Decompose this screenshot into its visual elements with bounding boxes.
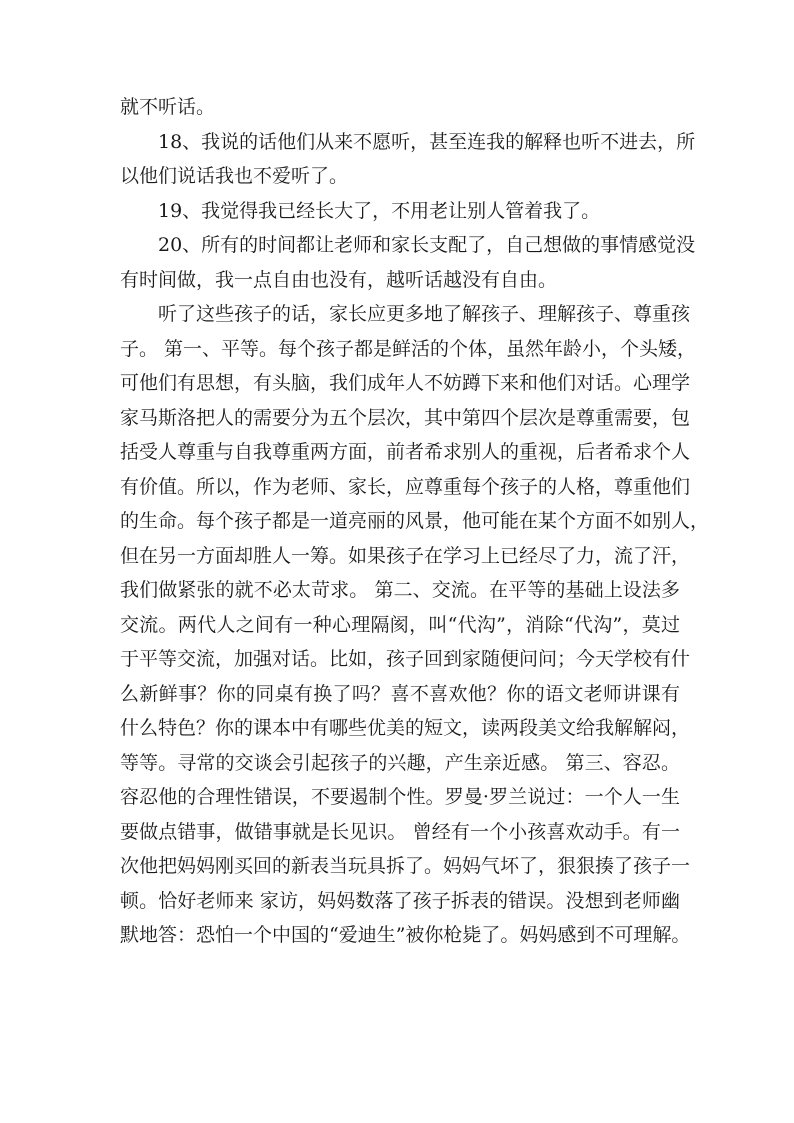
document-body bbox=[120, 90, 710, 953]
text-line: 听了这些孩子的话，家长应更多地了解孩子、理解孩子、尊重孩 bbox=[158, 303, 691, 325]
text-line: 于平等交流，加强对话。比如，孩子回到家随便问问；今天学校有什 bbox=[120, 648, 691, 670]
text-line: 19、我觉得我已经长大了，不用老让别人管着我了。 bbox=[158, 199, 601, 222]
text-line: 顿。恰好老师来 家访，妈妈数落了孩子拆表的错误。没想到老师幽 bbox=[120, 889, 680, 912]
text-line: 有时间做，我一点自由也没有，越听话越没有自由。 bbox=[120, 268, 558, 291]
text-line: 有价值。所以，作为老师、家长，应尊重每个孩子的人格，尊重他们 bbox=[120, 475, 691, 498]
text-line: 家马斯洛把人的需要分为五个层次，其中第四个层次是尊重需要，包 bbox=[120, 406, 691, 429]
text-line: 默地答：恐怕一个中国的“爱迪生”被你枪毙了。妈妈感到不可理解。 bbox=[120, 924, 691, 946]
text-line: 18、我说的话他们从来不愿听，甚至连我的解释也听不进去，所 bbox=[158, 130, 696, 153]
text-line: 的生命。每个孩子都是一道亮丽的风景，他可能在某个方面不如别人， bbox=[120, 510, 710, 532]
text-line: 括受人尊重与自我尊重两方面，前者希求别人的重视，后者希求个人 bbox=[120, 441, 691, 463]
text-line: 等等。寻常的交谈会引起孩子的兴趣，产生亲近感。 第三、容忍。 bbox=[120, 751, 680, 774]
text-line: 20、所有的时间都让老师和家长支配了，自己想做的事情感觉没 bbox=[158, 234, 696, 256]
text-line: 可他们有思想，有头脑，我们成年人不妨蹲下来和他们对话。心理学 bbox=[120, 372, 691, 394]
text-line: 要做点错事，做错事就是长见识。 曾经有一个小孩喜欢动手。有一 bbox=[120, 820, 680, 843]
text-line: 就不听话。 bbox=[120, 96, 216, 118]
text-line: 我们做紧张的就不必太苛求。 第二、交流。在平等的基础上设法多 bbox=[120, 579, 680, 601]
text-line: 容忍他的合理性错误，不要遏制个性。罗曼·罗兰说过：一个人一生 bbox=[120, 786, 680, 808]
text-line: 子。 第一、平等。每个孩子都是鲜活的个体，虽然年龄小，个头矮， bbox=[120, 337, 697, 360]
text-line: 什么特色？你的课本中有哪些优美的短文，读两段美文给我解解闷， bbox=[120, 717, 691, 739]
text-line: 次他把妈妈刚买回的新表当玩具拆了。妈妈气坏了，狠狠揍了孩子一 bbox=[120, 855, 691, 877]
text-line: 但在另一方面却胜人一筹。如果孩子在学习上已经尽了力，流了汗， bbox=[120, 544, 691, 567]
text-line: 以他们说话我也不爱听了。 bbox=[120, 165, 349, 187]
text-line: 交流。两代人之间有一种心理隔阂，叫“代沟”，消除“代沟”，莫过 bbox=[120, 613, 680, 636]
text-line: 么新鲜事？你的同桌有换了吗？喜不喜欢他？你的语文老师讲课有 bbox=[120, 682, 680, 705]
